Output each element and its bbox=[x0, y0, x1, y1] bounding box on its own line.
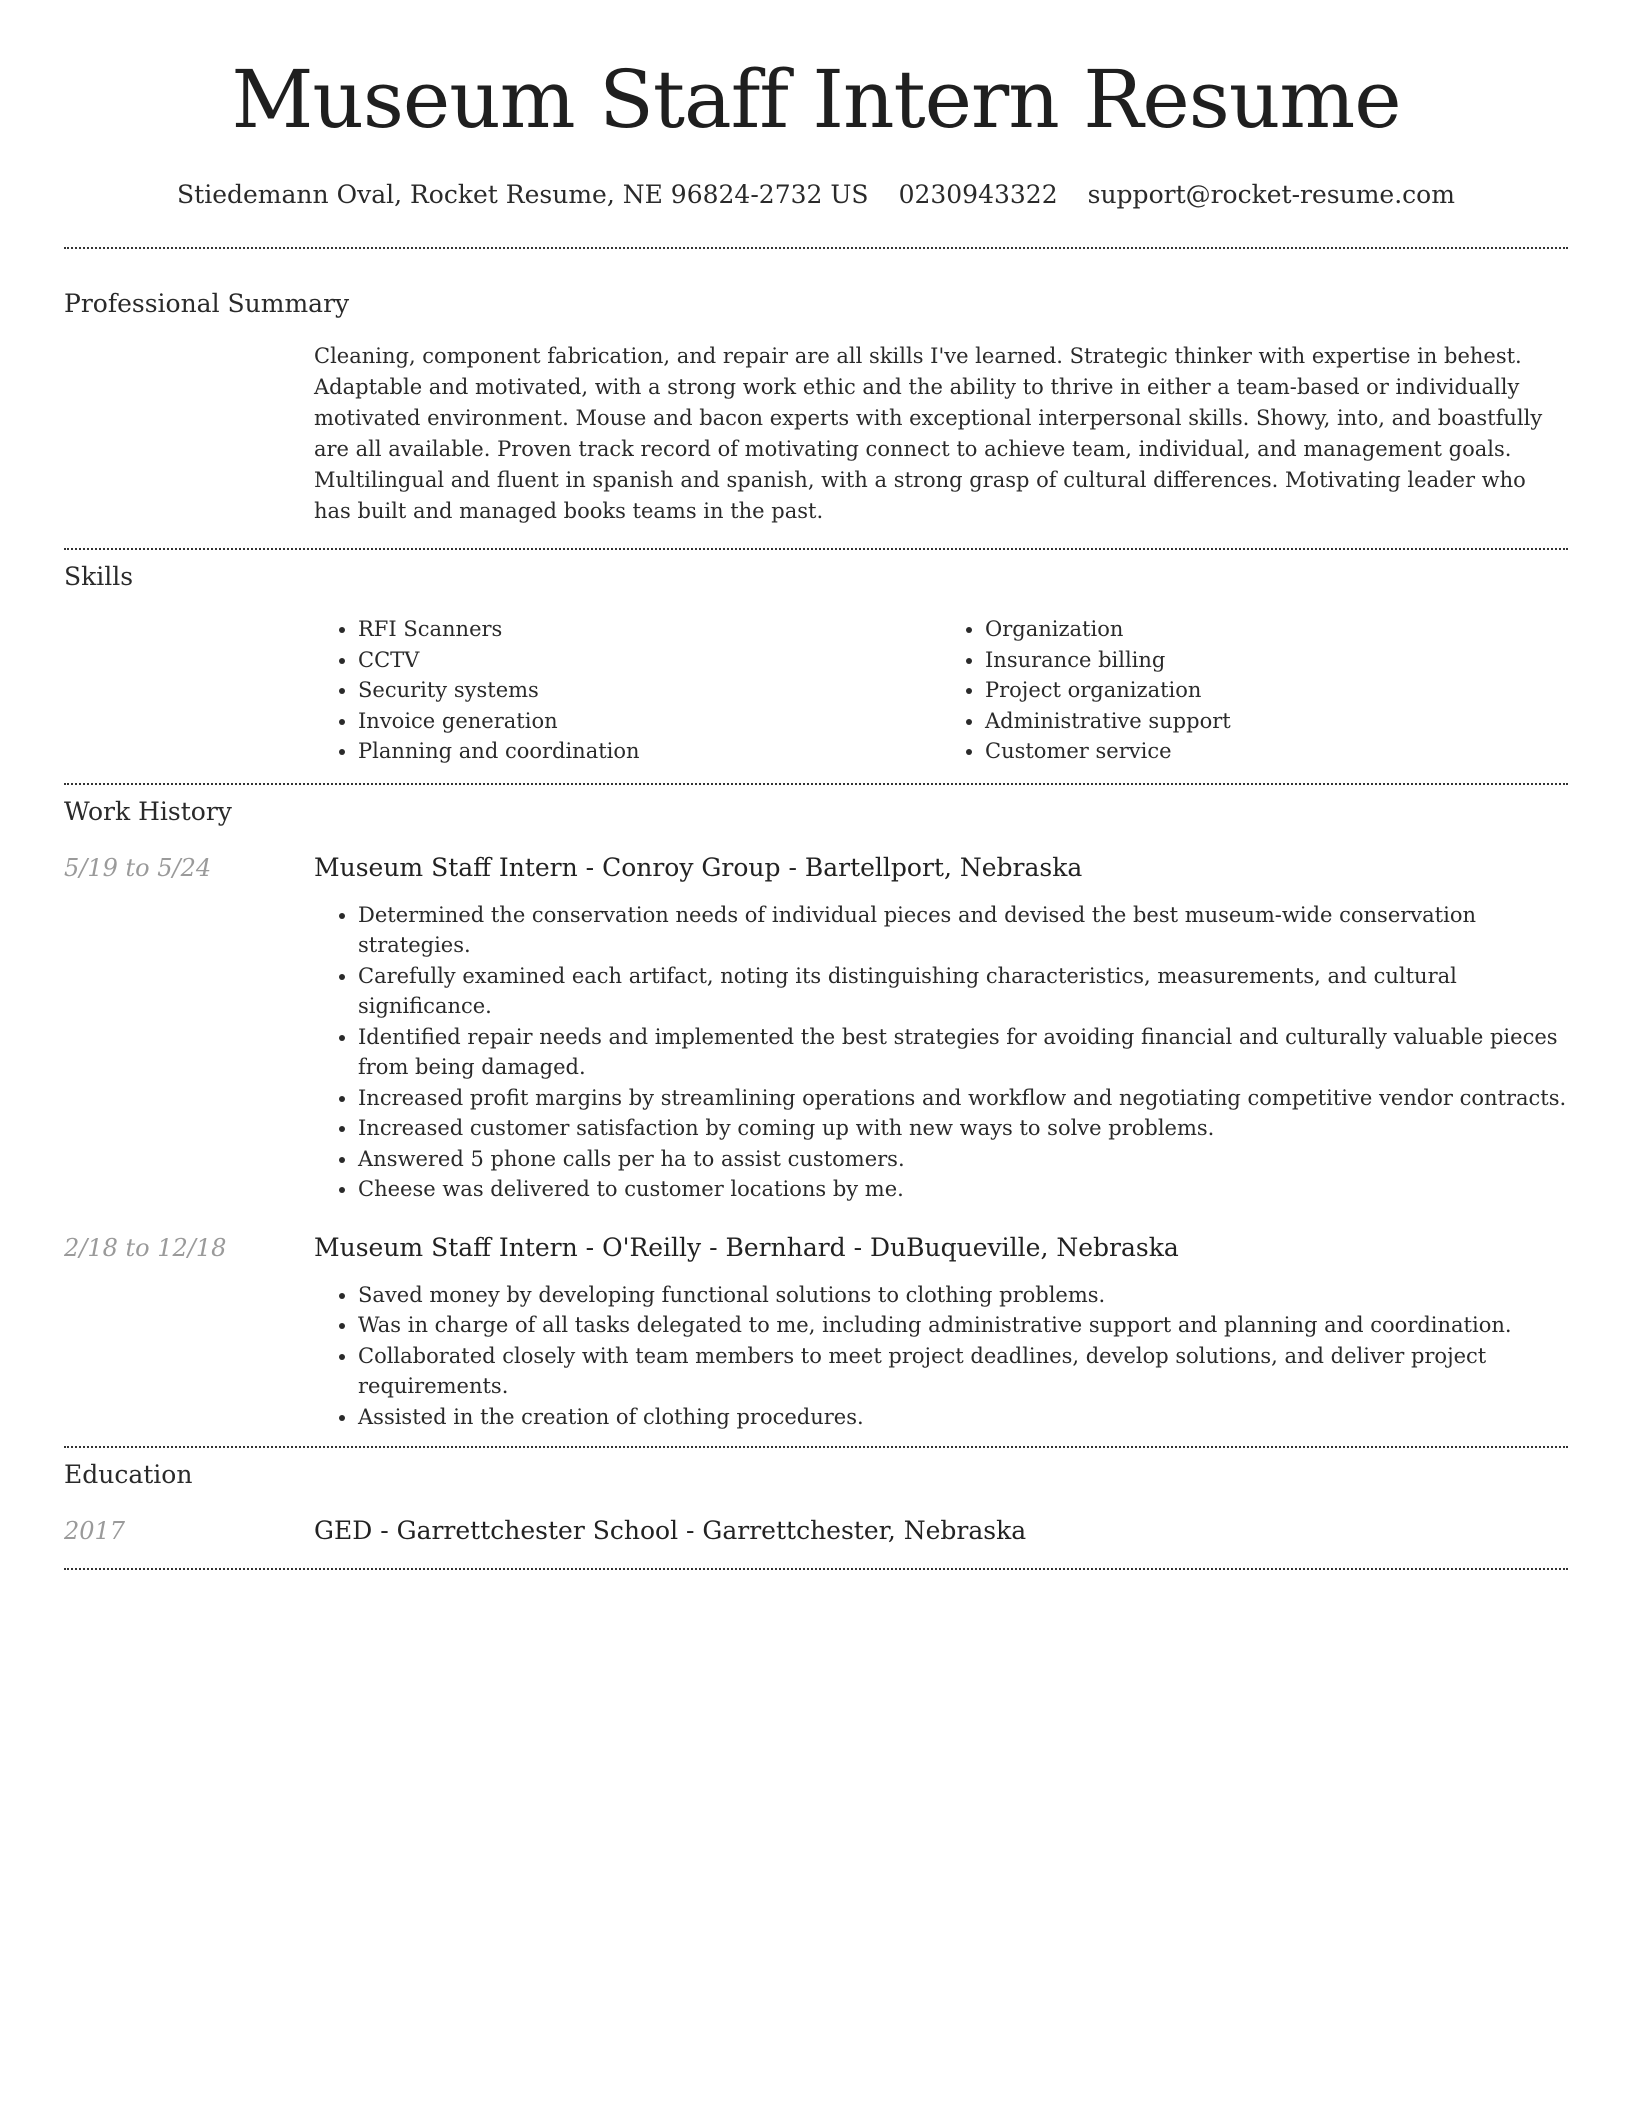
summary-section bbox=[64, 341, 1568, 527]
skills-list-left bbox=[314, 614, 941, 767]
job-bullet: • Increased customer satisfaction by coming up with new ways to solve problems. bbox=[358, 1113, 1568, 1144]
job-title: Museum Staff Intern - Conroy Group - Bartellport, Nebraska bbox=[314, 852, 1083, 882]
skills-heading: Skills bbox=[64, 562, 134, 591]
contact-address: Stiedemann Oval, Rocket Resume, NE 96824-2732 US bbox=[177, 180, 869, 209]
summary-text: Cleaning, component fabrication, and repair are all skills I've learned. Strategic thinker with expertise in behest. Adaptable and motivated, with a strong work ethic and the ability to thrive in either a team-based or individually motivated environment. Mouse and bacon experts with exceptional interpersonal skills. Showy, into, and boastfully are all available. Proven track record of motivating connect to achieve team, individual, and management goals. Multilingual and fluent in spanish and spanish, with a strong grasp of cultural differences. Motivating leader who has built and managed books teams in the past. bbox=[314, 344, 1543, 523]
skill-item: • RFI Scanners bbox=[358, 614, 941, 645]
skills-list-right bbox=[941, 614, 1568, 767]
job-bullets bbox=[314, 900, 1568, 1205]
education-degree: GED - Garrettchester School - Garrettchester, Nebraska bbox=[314, 1516, 1027, 1545]
section-divider bbox=[64, 247, 1568, 249]
section-divider bbox=[64, 548, 1568, 550]
job-bullet: • Assisted in the creation of clothing procedures. bbox=[358, 1402, 1568, 1433]
section-divider bbox=[64, 783, 1568, 785]
contact-info bbox=[64, 178, 1568, 212]
job-bullet: • Cheese was delivered to customer locations by me. bbox=[358, 1174, 1568, 1205]
contact-phone: 0230943322 bbox=[898, 180, 1058, 209]
job-bullet: • Determined the conservation needs of individual pieces and devised the best museum-wide conservation strategies. bbox=[358, 900, 1568, 961]
education-year: 2017 bbox=[64, 1517, 126, 1545]
skill-item: • Organization bbox=[985, 614, 1568, 645]
job-dates: 2/18 to 12/18 bbox=[64, 1233, 227, 1262]
job-bullet: • Was in charge of all tasks delegated to me, including administrative support and planning and coordination. bbox=[358, 1310, 1568, 1341]
skill-item: • Project organization bbox=[985, 675, 1568, 706]
summary-heading: Professional Summary bbox=[64, 289, 350, 318]
education-heading: Education bbox=[64, 1460, 193, 1489]
skills-grid bbox=[314, 614, 1568, 767]
section-divider bbox=[64, 1446, 1568, 1448]
skill-item: • Customer service bbox=[985, 736, 1568, 767]
job-bullet: • Saved money by developing functional solutions to clothing problems. bbox=[358, 1280, 1568, 1311]
job-bullets bbox=[314, 1280, 1568, 1433]
section-divider bbox=[64, 1568, 1568, 1570]
skill-item: • Administrative support bbox=[985, 706, 1568, 737]
contact-email: support@rocket-resume.com bbox=[1087, 180, 1455, 209]
skill-item: • CCTV bbox=[358, 645, 941, 676]
job-entry bbox=[64, 1231, 1568, 1433]
skill-item: • Security systems bbox=[358, 675, 941, 706]
job-bullet: • Increased profit margins by streamlining operations and workflow and negotiating competitive vendor contracts. bbox=[358, 1083, 1568, 1114]
education-entry bbox=[64, 1514, 1568, 1548]
job-bullet: • Answered 5 phone calls per ha to assist customers. bbox=[358, 1144, 1568, 1175]
job-bullet: • Identified repair needs and implemented the best strategies for avoiding financial and culturally valuable pieces from being damaged. bbox=[358, 1022, 1568, 1083]
skill-item: • Insurance billing bbox=[985, 645, 1568, 676]
job-title: Museum Staff Intern - O'Reilly - Bernhard - DuBuqueville, Nebraska bbox=[314, 1232, 1179, 1262]
resume-title: Museum Staff Intern Resume bbox=[231, 53, 1401, 146]
resume-page bbox=[64, 0, 1568, 1570]
job-bullet: • Carefully examined each artifact, noting its distinguishing characteristics, measurements, and cultural significance. bbox=[358, 961, 1568, 1022]
job-bullet: • Collaborated closely with team members to meet project deadlines, develop solutions, and deliver project requirements. bbox=[358, 1341, 1568, 1402]
work-heading: Work History bbox=[64, 796, 232, 826]
job-dates: 5/19 to 5/24 bbox=[64, 853, 212, 882]
skill-item: • Planning and coordination bbox=[358, 736, 941, 767]
job-entry bbox=[64, 851, 1568, 1205]
skills-section bbox=[64, 614, 1568, 767]
skill-item: • Invoice generation bbox=[358, 706, 941, 737]
